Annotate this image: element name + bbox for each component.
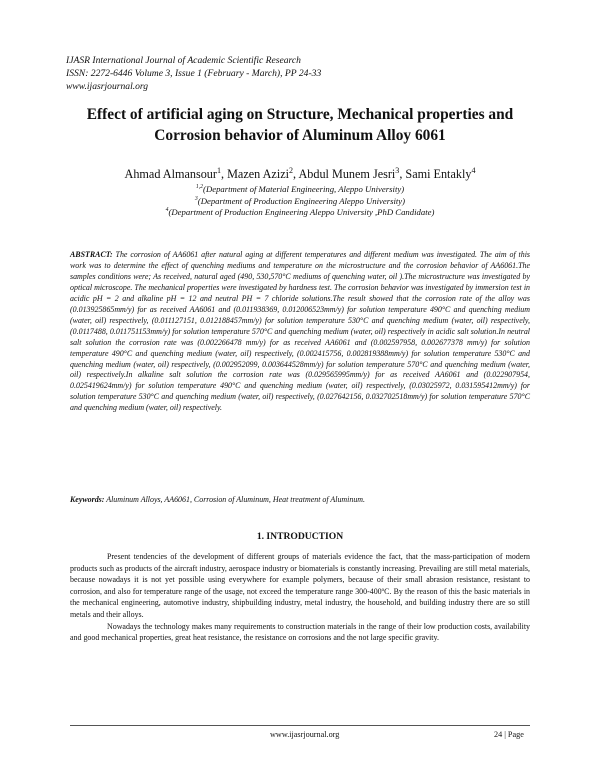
footer-page-number: 24 | Page: [494, 730, 524, 739]
affiliation-sup: 4: [165, 207, 169, 214]
author: [125, 167, 228, 181]
author-sep: ,: [293, 167, 299, 181]
abstract: [70, 250, 530, 414]
journal-issn: ISSN: 2272-6446 Volume 3, Issue 1 (February - March), PP 24-33: [66, 68, 322, 80]
author: [405, 167, 475, 181]
author: [298, 167, 405, 181]
author-sup: 3: [395, 165, 400, 175]
author-sep: ,: [220, 167, 228, 181]
affiliation: [60, 196, 540, 208]
paragraph: Present tendencies of the development of different groups of materials evidence the fact, that the mass-participation of modern products such as products of the aircraft industry, aerospace industry or biomaterials is constantly increasing. Prevailing are still metal materials, because nowadays it is not yet possible using everywhere for example polymers, because of their small abrasion resistance, resistant to corrosion, and also for temperature range of the usage, not exceed the temperature range 300-400ºC. By the reason of this the basic materials in the mechanical engineering, automotive industry, shipbuilding industry, metal industry, the household, and building industry there are so still metals and their alloys.: [70, 552, 530, 619]
title-line-2: Corrosion behavior of Aluminum Alloy 6061: [154, 127, 446, 144]
affiliation-text: (Department of Production Engineering Aleppo University ,PhD Candidate): [168, 207, 435, 218]
affiliation: [60, 207, 540, 219]
journal-name: IJASR International Journal of Academic Scientific Research: [66, 55, 301, 66]
author-name: Sami Entakly: [405, 167, 472, 181]
section-heading: 1. INTRODUCTION: [256, 531, 344, 542]
author-list: [60, 166, 540, 182]
author-sep: ,: [399, 167, 406, 181]
author-name: Mazen Azizi: [227, 167, 290, 181]
author-sup: 1: [216, 165, 221, 175]
affiliation: [60, 184, 540, 196]
paragraph: Nowadays the technology makes many requirements to construction materials in the range of their low production costs, availability and good mechanical properties, great heat resistance, the resistance on corrosions and the not large specific gravity.: [70, 621, 530, 643]
abstract-label: ABSTRACT:: [70, 250, 113, 259]
keywords-label: Keywords:: [70, 495, 105, 504]
paper-title: [50, 104, 550, 146]
footer-rule: [70, 725, 530, 726]
author-sup: 4: [471, 165, 476, 175]
affiliation-text: (Department of Production Engineering Aleppo University): [197, 195, 406, 206]
author-name: Abdul Munem Jesri: [298, 167, 396, 181]
footer-url[interactable]: www.ijasrjournal.org: [270, 730, 340, 739]
journal-header: [66, 54, 321, 94]
keywords-text: Aluminum Alloys, AA6061, Corrosion of Aluminum, Heat treatment of Aluminum.: [106, 495, 366, 504]
abstract-text: The corrosion of AA6061 after natural aging at different temperatures and different medium was investigated. The aim of this work was to determine the effect of quenching mediums and temperature on the microstructure and the corrosion behavior of AA6061.The samples conditions were; As received, natural aged (490, 530,570°C mediums of quenching water, oil ).The microstructure was investigated by optical microscope. The mechanical properties were investigated by hardness test. The corrosion behavior was investigated by immersion test in acidic pH = 2 and alkaline pH = 12 and neutral PH = 7 chloride solutions.The result showed that the corrosion rate of the alloy was (0.013925865mm/y) for as received AA6061 and (0.011938369, 0.012006523mm/y) for solution temperature 490°C and quenching medium (water, oil) respectively, (0.011127151, 0.012188457mm/y) for solution temperature 530°C and quenching medium (water, oil) respectively, (0.0117488, 0.011751153mm/y) for solution temperature 570°C and quenching medium (water, oil) respectively in acidic salt solution.In neutral salt solution the corrosion rate was (0.002266478 mm/y) for as received AA6061 and (0.002597958, 0.002677378 mm/y) for solution temperature 490°C and quenching medium (water, oil) respectively, (0.002415756, 0.002819388mm/y) for solution temperature 530°C and quenching medium (water, oil) respectively, (0.002952099, 0.003644528mm/y) for solution temperature 570°C and quenching medium (water, oil) respectively.In alkaline salt solution the corrosion rate was (0.029565995mm/y) for as received AA6061 and (0.022907954, 0.025419624mm/y) for solution temperature 490°C and quenching medium (water, oil) respectively, (0.03025972, 0.031595412mm/y) for solution temperature 530°C and quenching medium (water, oil) respectively, (0.027642156, 0.032702518mm/y) for solution temperature 570°C and quenching medium (water, oil) respectively.: [70, 250, 530, 413]
author-sup: 2: [289, 165, 294, 175]
keywords: [70, 494, 530, 505]
affiliation-sup: 1,2: [195, 184, 204, 191]
affiliations: [60, 184, 540, 219]
author-name: Ahmad Almansour: [124, 167, 217, 181]
author: [227, 167, 298, 181]
body-text: [70, 551, 530, 644]
affiliation-sup: 3: [194, 195, 198, 202]
affiliation-text: (Department of Material Engineering, Aleppo University): [203, 184, 405, 194]
title-line-1: Effect of artificial aging on Structure, Mechanical properties and: [86, 106, 514, 123]
journal-site[interactable]: www.ijasrjournal.org: [66, 81, 149, 93]
